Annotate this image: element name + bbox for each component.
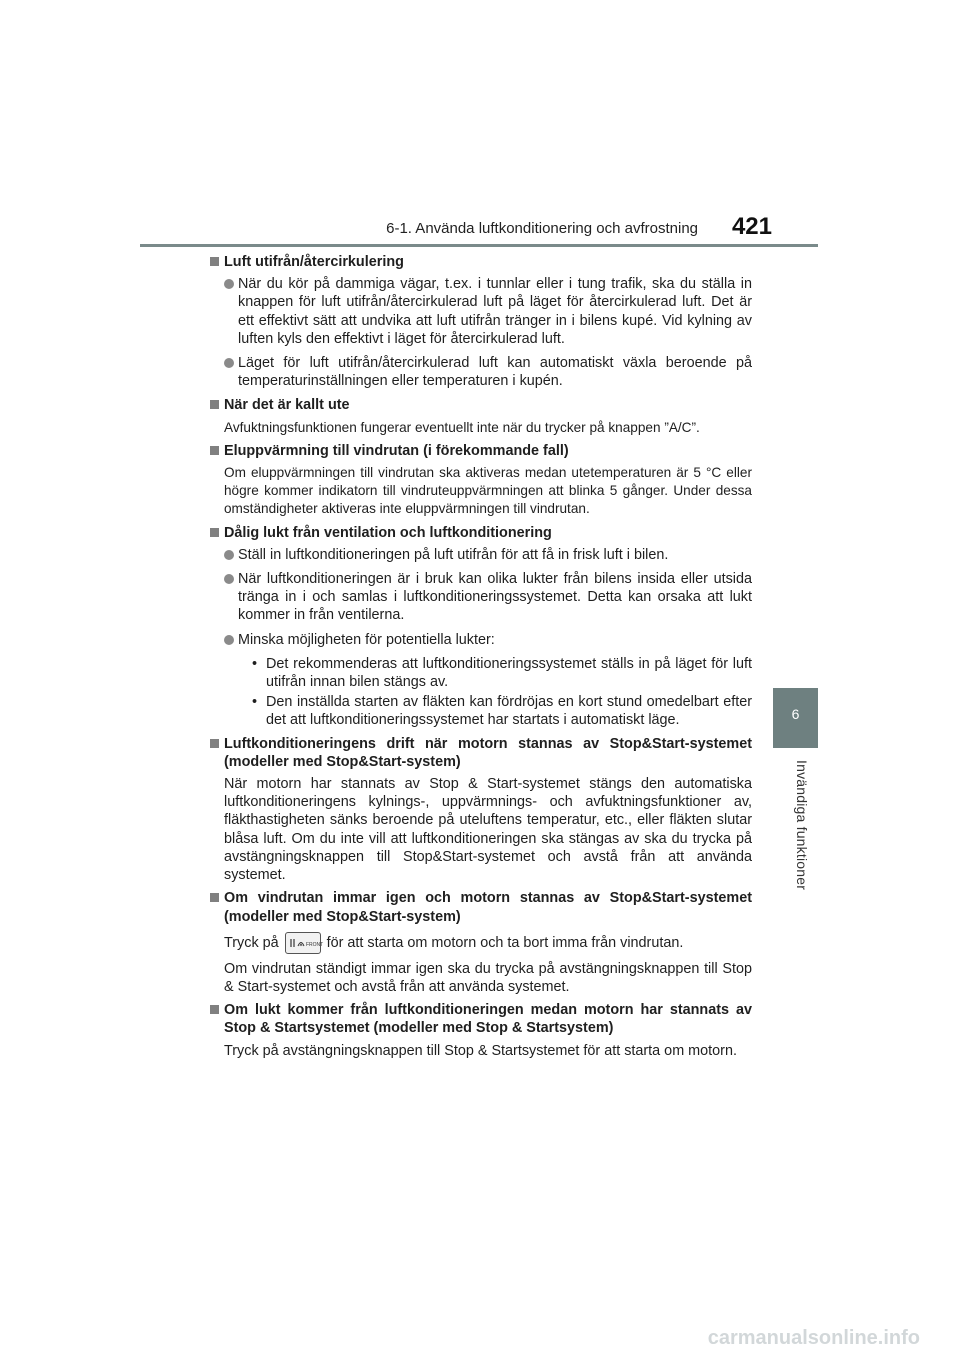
section-heading: Om lukt kommer från luftkonditioneringen medan motorn har stannats av Stop & Startsystemet (modeller med Stop & Startsystem)	[224, 1002, 752, 1037]
section-windshield-fog	[210, 889, 752, 996]
section-text: Om vindrutan ständigt immar igen ska du trycka på avstängningsknappen till Stop & Start-systemet och avstå från att använda systemet.	[224, 960, 752, 995]
sub-bullet-icon: •	[252, 694, 258, 711]
section-heading: Luftkonditioneringens drift när motorn stannas av Stop&Start-systemet (modeller med Stop&Start-system)	[224, 735, 752, 770]
round-bullet-icon	[224, 635, 234, 645]
section-text: När motorn har stannats av Stop & Start-systemet stängs den automatiska luftkonditioneringens kylnings-, uppvärmnings- och avfuktningsfunktioner av, fläkthastigheten sänks beroende på uteluftens temperatur, etc., eller fläkten slutar blåsa luft. Om du inte vill att luftkonditioneringen ska stängas av ska du trycka på avstängningsknappen till Stop&Start-systemet och avstå från att använda systemet.	[224, 776, 752, 884]
square-bullet-icon	[210, 739, 219, 748]
chapter-title: Invändiga funktioner	[794, 760, 810, 891]
watermark: carmanualsonline.info	[707, 1327, 920, 1349]
section-text: Om eluppvärmningen till vindrutan ska aktiveras medan utetemperaturen är 5 °C eller högre kommer indikatorn till vindruteuppvärmningen att blinka 5 gånger. Under dessa omständigheter aktiveras inte eluppvärmningen till vindrutan.	[224, 465, 752, 517]
section-heading: När det är kallt ute	[224, 397, 350, 414]
page-number: 421	[731, 213, 772, 240]
round-bullet-icon	[224, 574, 234, 584]
square-bullet-icon	[210, 528, 219, 537]
section-bad-odor	[210, 524, 752, 730]
square-bullet-icon	[210, 257, 219, 266]
section-heading: Dålig lukt från ventilation och luftkonditionering	[224, 524, 552, 541]
section-windshield-heater	[210, 442, 752, 519]
sub-list-item: • Den inställda starten av fläkten kan fördröjas en kort stund omedelbart efter det att luftkonditioneringssystemet har startats i automatiskt läge.	[252, 694, 752, 729]
square-bullet-icon	[210, 400, 219, 409]
section-cold-outside	[210, 396, 752, 436]
section-odor-stop-start	[210, 1001, 752, 1060]
list-item: Ställ in luftkonditioneringen på luft utifrån för att få in frisk luft i bilen.	[224, 546, 752, 564]
list-item: Läget för luft utifrån/återcirkulerad luft kan automatiskt växla beroende på temperaturinställningen eller temperaturen i kupén.	[224, 354, 752, 390]
list-item: När du kör på dammiga vägar, t.ex. i tunnlar eller i tung trafik, ska du ställa in knappen för luft utifrån/återcirkulerad luft på läget för återcirkulerad luft. Det är ett effektivt sätt att undvika att luft utifrån tränger in i bilens kupé. Vid kylning av luften kyls den effektivt i läget för återcirkulerad luft.	[224, 275, 752, 348]
svg-text:FRONT: FRONT	[305, 941, 323, 948]
section-heading: Eluppvärmning till vindrutan (i förekommande fall)	[224, 442, 569, 459]
round-bullet-icon	[224, 358, 234, 368]
page-header	[140, 212, 818, 246]
sub-bullet-icon: •	[252, 655, 258, 672]
section-text: Avfuktningsfunktionen fungerar eventuellt inte när du trycker på knappen ”A/C”.	[224, 419, 700, 435]
chapter-tab	[773, 688, 818, 748]
page-content	[210, 253, 752, 1065]
round-bullet-icon	[224, 550, 234, 560]
chapter-number: 6	[791, 706, 800, 722]
section-title: 6-1. Använda luftkonditionering och avfrostning	[386, 220, 698, 237]
section-heading: Om vindrutan immar igen och motorn stannas av Stop&Start-systemet (modeller med Stop&Start-system)	[224, 890, 752, 925]
list-item: När luftkonditioneringen är i bruk kan olika lukter från bilens insida eller utsida tränga in i och samlas i luftkonditioneringssystemet. Detta kan orsaka att lukt kommer in från ventilerna.	[224, 570, 752, 625]
header-rule	[140, 244, 818, 247]
list-item: Minska möjligheten för potentiella lukter:	[224, 631, 752, 649]
section-stop-start-ac	[210, 735, 752, 885]
square-bullet-icon	[210, 446, 219, 455]
section-text: Tryck på avstängningsknappen till Stop & Startsystemet för att starta om motorn.	[224, 1042, 737, 1059]
section-heading: Luft utifrån/återcirkulering	[224, 254, 404, 270]
section-text: Tryck på FRONT för att starta om motorn och ta bort imma från vindrutan.	[224, 932, 752, 954]
section-outside-recirculated-air	[210, 253, 752, 390]
sub-list-item: • Det rekommenderas att luftkonditioneringssystemet ställs in på läget för luft utifrån innan bilen stängs av.	[252, 655, 752, 691]
round-bullet-icon	[224, 279, 234, 289]
square-bullet-icon	[210, 893, 219, 902]
square-bullet-icon	[210, 1005, 219, 1014]
front-defogger-button-icon	[285, 932, 321, 954]
